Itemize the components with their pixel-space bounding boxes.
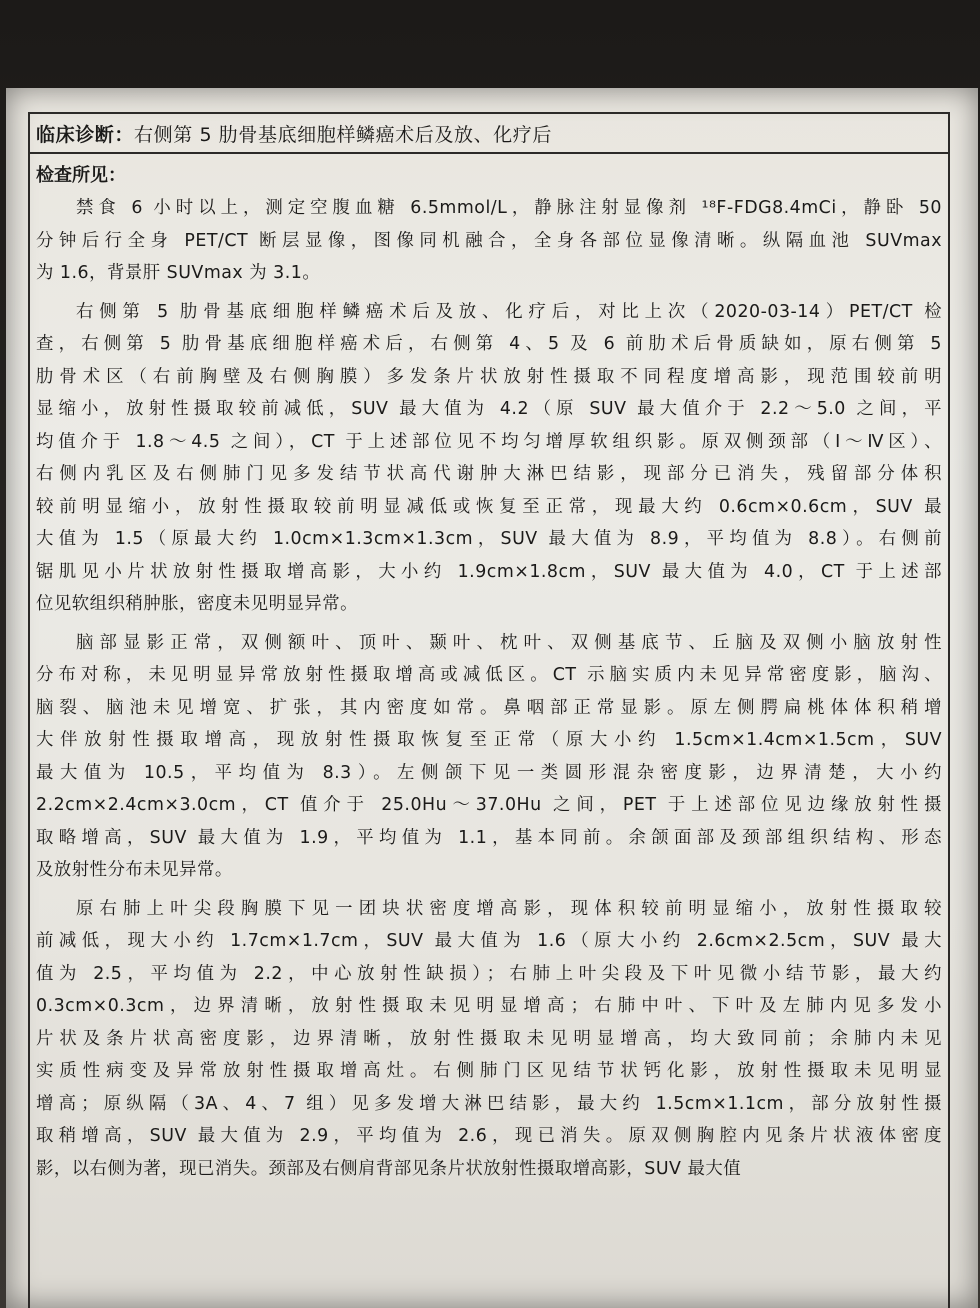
report-table [28, 112, 950, 1308]
findings-paragraph [36, 627, 942, 887]
findings-line: 及放射性分布未见异常。 [36, 860, 233, 880]
findings-line: 肋骨术区（右前胸壁及右侧胸膜）多发条片状放射性摄取不同程度增高影，现范围较前明 [36, 366, 942, 387]
findings-line: 较前明显缩小，放射性摄取较前明显减低或恢复至正常，现最大约 0.6cm×0.6cm，SUV 最 [36, 496, 942, 517]
findings-line: 实质性病变及异常放射性摄取增高灶。右侧肺门区见结节状钙化影，放射性摄取未见明显 [36, 1061, 942, 1081]
findings-line: 增高；原纵隔（3A、4、7 组）见多发增大淋巴结影，最大约 1.5cm×1.1cm，部分放射性摄 [36, 1093, 942, 1114]
findings-line: 为 1.6，背景肝 SUVmax 为 3.1。 [36, 263, 321, 283]
clinical-diagnosis-text: 右侧第 5 肋骨基底细胞样鳞癌术后及放、化疗后 [134, 124, 552, 146]
findings-body [36, 192, 942, 1185]
findings-line: 右侧内乳区及右侧肺门见多发结节状高代谢肿大淋巴结影，现部分已消失，残留部分体积 [36, 464, 942, 484]
findings-section [30, 154, 948, 1191]
findings-line: 大伴放射性摄取增高，现放射性摄取恢复至正常（原大小约 1.5cm×1.4cm×1.5cm，SUV [36, 730, 942, 750]
findings-line: 分钟后行全身 PET/CT 断层显像，图像同机融合，全身各部位显像清晰。纵隔血池 SUVmax [36, 230, 942, 251]
findings-line: 均值介于 1.8～4.5 之间），CT 于上述部位见不均匀增厚软组织影。原双侧颈部（Ⅰ～Ⅳ区）、 [36, 431, 942, 452]
findings-paragraph [36, 296, 942, 621]
findings-line: 右侧第 5 肋骨基底细胞样鳞癌术后及放、化疗后，对比上次（2020-03-14）PET/CT 检 [76, 301, 942, 322]
findings-paragraph [36, 192, 942, 290]
findings-line: 片状及条片状高密度影，边界清晰，放射性摄取未见明显增高，均大致同前；余肺内未见 [36, 1028, 942, 1049]
findings-line: 0.3cm×0.3cm，边界清晰，放射性摄取未见明显增高；右肺中叶、下叶及左肺内见多发小 [36, 996, 942, 1016]
findings-line: 位见软组织稍肿胀，密度未见明显异常。 [36, 594, 359, 614]
findings-line: 脑裂、脑池未见增宽、扩张，其内密度如常。鼻咽部正常显影。原左侧腭扁桃体体积稍增 [36, 697, 942, 718]
findings-line: 最大值为 10.5，平均值为 8.3）。左侧颌下见一类圆形混杂密度影，边界清楚，大小约 [36, 762, 942, 783]
findings-line: 取稍增高，SUV 最大值为 2.9，平均值为 2.6，现已消失。原双侧胸腔内见条片状液体密度 [36, 1126, 942, 1146]
findings-line: 锯肌见小片状放射性摄取增高影，大小约 1.9cm×1.8cm，SUV 最大值为 4.0，CT 于上述部 [36, 561, 942, 582]
findings-line: 前减低，现大小约 1.7cm×1.7cm，SUV 最大值为 1.6（原大小约 2.6cm×2.5cm，SUV 最大 [36, 931, 942, 951]
findings-line: 查，右侧第 5 肋骨基底细胞样癌术后，右侧第 4、5 及 6 前肋术后骨质缺如，原右侧第 5 [36, 334, 942, 354]
findings-line: 分布对称，未见明显异常放射性摄取增高或减低区。CT 示脑实质内未见异常密度影，脑沟、 [36, 665, 942, 685]
clinical-diagnosis-row [30, 114, 948, 154]
clinical-diagnosis-label: 临床诊断： [36, 124, 135, 146]
findings-line: 显缩小，放射性摄取较前减低，SUV 最大值为 4.2（原 SUV 最大值介于 2.2～5.0 之间，平 [36, 399, 942, 419]
findings-line: 值为 2.5，平均值为 2.2，中心放射性缺损）；右肺上叶尖段及下叶见微小结节影，最大约 [36, 963, 942, 984]
findings-line: 影，以右侧为著，现已消失。颈部及右侧肩背部见条片状放射性摄取增高影，SUV 最大值 [36, 1158, 742, 1179]
findings-line: 大值为 1.5（原最大约 1.0cm×1.3cm×1.3cm，SUV 最大值为 8.9，平均值为 8.8）。右侧前 [36, 529, 942, 549]
findings-paragraph [36, 893, 942, 1186]
findings-label: 检查所见： [36, 165, 126, 186]
findings-line: 禁食 6 小时以上，测定空腹血糖 6.5mmol/L，静脉注射显像剂 ¹⁸F-FDG8.4mCi，静卧 50 [76, 198, 942, 218]
findings-line: 2.2cm×2.4cm×3.0cm，CT 值介于 25.0Hu～37.0Hu 之间，PET 于上述部位见边缘放射性摄 [36, 795, 942, 815]
findings-line: 脑部显影正常，双侧额叶、顶叶、颞叶、枕叶、双侧基底节、丘脑及双侧小脑放射性 [76, 632, 942, 653]
findings-line: 取略增高，SUV 最大值为 1.9，平均值为 1.1，基本同前。余颌面部及颈部组织结构、形态 [36, 827, 942, 848]
findings-line: 原右肺上叶尖段胸膜下见一团块状密度增高影，现体积较前明显缩小，放射性摄取较 [76, 898, 942, 919]
